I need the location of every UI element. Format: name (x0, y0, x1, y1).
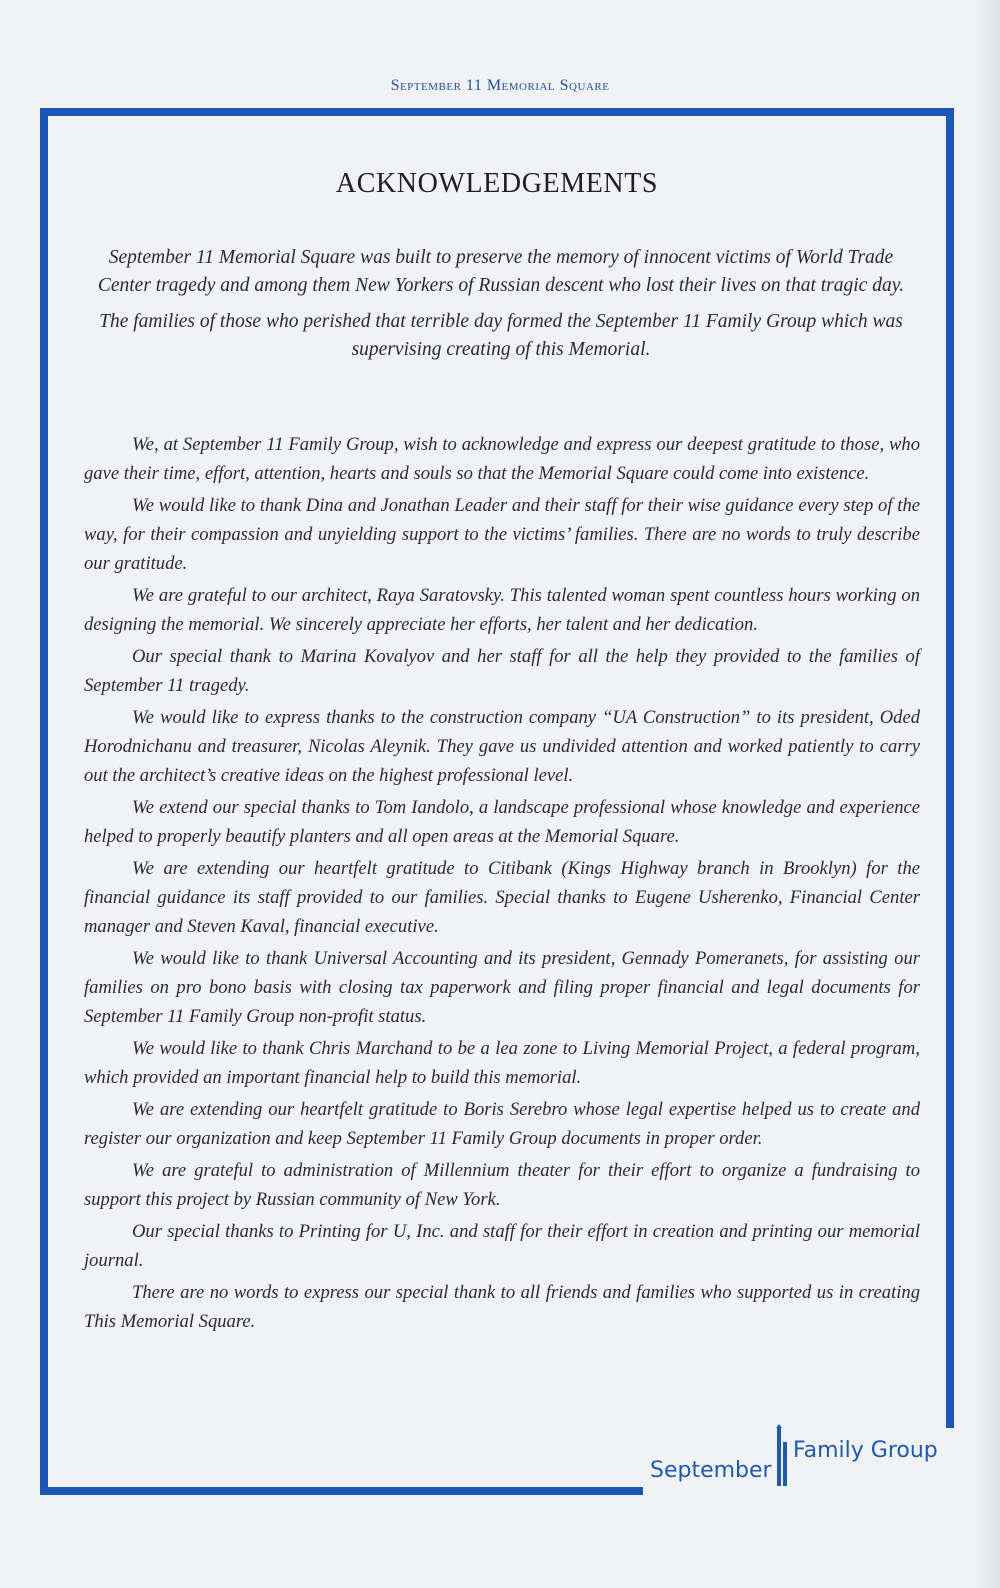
intro-block (86, 244, 916, 372)
intro-paragraph: The families of those who perished that terrible day formed the September 11 Family Group which was supervising creating of this Memorial. (99, 311, 903, 360)
frame-border-top (40, 108, 954, 116)
body-paragraph: We are extending our heartfelt gratitude to Citibank (Kings Highway branch in Brooklyn) for the financial guidance its staff provided to our families. Special thanks to Eugene Usherenko, Financial Center manager and Steven Kaval, financial executive. (84, 858, 920, 937)
frame-border-right (946, 108, 954, 1428)
page-edge-shadow (976, 0, 1000, 1588)
body-paragraph: We, at September 11 Family Group, wish to acknowledge and express our deepest gratitude to those, who gave their time, effort, attention, hearts and souls so that the Memorial Square could come into existence. (84, 434, 920, 484)
acknowledgement-body (84, 430, 920, 1339)
body-paragraph: We extend our special thanks to Tom Iandolo, a landscape professional whose knowledge and experience helped to properly beautify planters and all open areas at the Memorial Square. (84, 797, 920, 847)
logo-word-september: September (650, 1458, 772, 1483)
body-paragraph: We would like to express thanks to the construction company “UA Construction” to its president, Oded Horodnichanu and treasurer, Nicolas Aleynik. They gave us undivided attention and worked patiently to carry out the architect’s creative ideas on the highest professional level. (84, 707, 920, 786)
body-paragraph: We would like to thank Universal Accounting and its president, Gennady Pomeranets, for assisting our families on pro bono basis with closing tax paperwork and filing proper financial and legal documents for September 11 Family Group non-profit status. (84, 948, 920, 1027)
body-paragraph: We are grateful to administration of Millennium theater for their effort to organize a fundraising to support this project by Russian community of New York. (84, 1160, 920, 1210)
body-paragraph: We would like to thank Chris Marchand to be a lea zone to Living Memorial Project, a federal program, which provided an important financial help to build this memorial. (84, 1038, 920, 1088)
logo-word-family-group: Family Group (793, 1438, 938, 1463)
frame-border-left (40, 108, 48, 1495)
family-group-logo (650, 1424, 950, 1492)
intro-paragraph: September 11 Memorial Square was built to preserve the memory of innocent victims of World Trade Center tragedy and among them New Yorkers of Russian descent who lost their lives on that tragic day. (97, 247, 905, 296)
body-paragraph: There are no words to express our special thank to all friends and families who supported us in creating This Memorial Square. (84, 1282, 920, 1332)
page-title: ACKNOWLEDGEMENTS (335, 168, 659, 199)
body-paragraph: We are grateful to our architect, Raya Saratovsky. This talented woman spent countless hours working on designing the memorial. We sincerely appreciate her efforts, her talent and her dedication. (84, 585, 920, 635)
body-paragraph: We would like to thank Dina and Jonathan Leader and their staff for their wise guidance every step of the way, for their compassion and unyielding support to the victims’ families. There are no words to truly describe our gratitude. (84, 495, 920, 574)
body-paragraph: We are extending our heartfelt gratitude to Boris Serebro whose legal expertise helped us to create and register our organization and keep September 11 Family Group documents in proper order. (84, 1099, 920, 1149)
twin-towers-icon (772, 1424, 792, 1486)
body-paragraph: Our special thanks to Printing for U, Inc. and staff for their effort in creation and printing our memorial journal. (84, 1221, 920, 1271)
running-header: September 11 Memorial Square (390, 77, 610, 94)
body-paragraph: Our special thank to Marina Kovalyov and her staff for all the help they provided to the families of September 11 tragedy. (84, 646, 920, 696)
frame-border-bottom (40, 1487, 643, 1495)
